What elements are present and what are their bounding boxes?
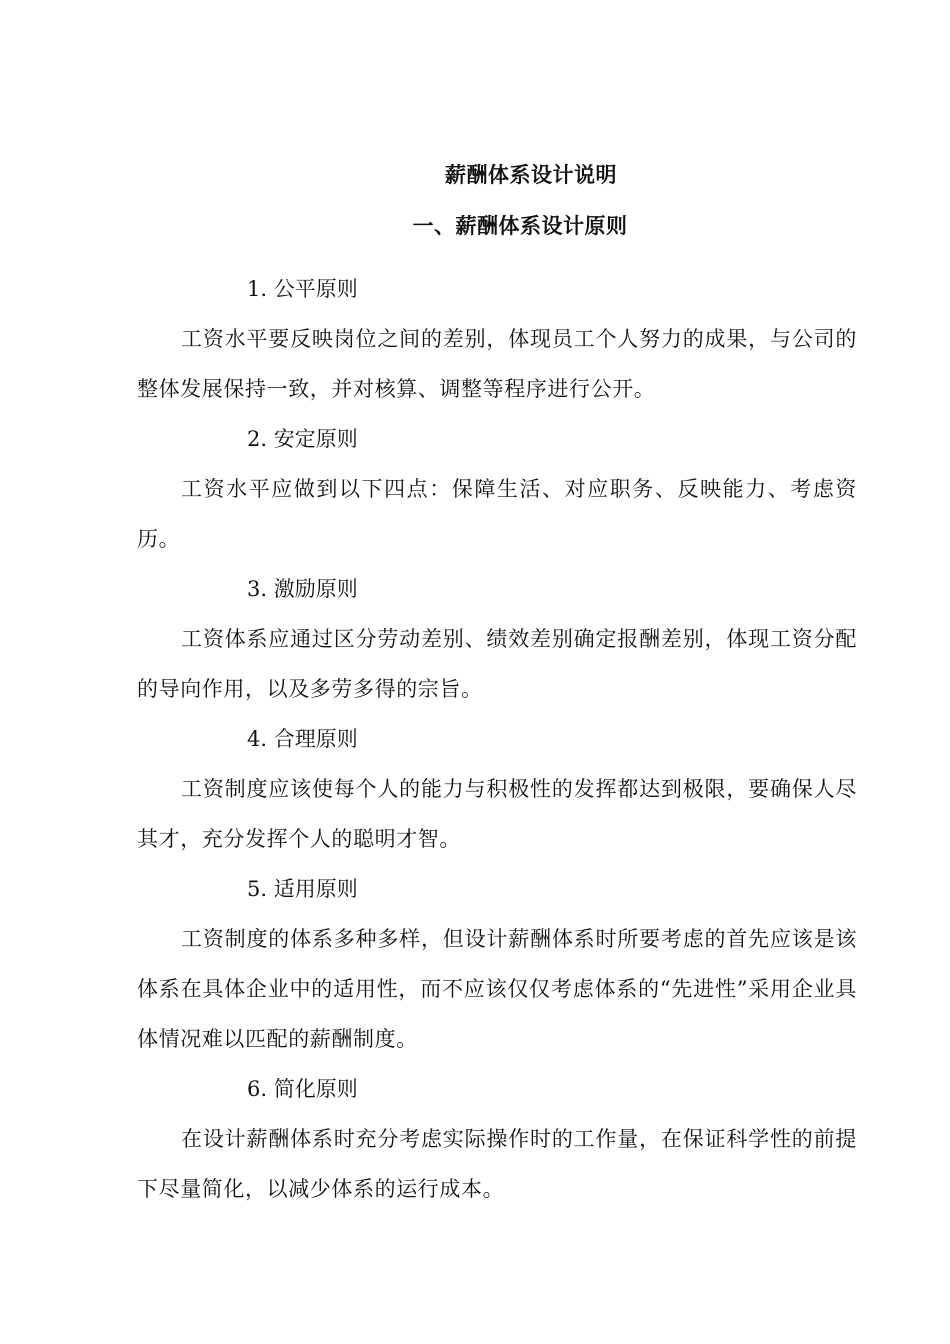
principle-heading: 4. 合理原则 [247,727,358,751]
section-title: 一、薪酬体系设计原则 [412,213,628,238]
principle-heading: 5. 适用原则 [247,877,358,901]
principle-fairness [137,264,857,414]
principle-rationality [137,714,857,864]
principle-body: 工资制度的体系多种多样，但设计薪酬体系时所要考虑的首先应该是该体系在具体企业中的适用性，而不应该仅仅考虑体系的“先进性”采用企业具体情况难以匹配的薪酬制度。 [137,927,857,1051]
principle-body: 工资水平应做到以下四点：保障生活、对应职务、反映能力、考虑资历。 [137,477,857,551]
principle-incentive [137,564,857,714]
principle-stability [137,414,857,564]
principle-heading: 1. 公平原则 [247,277,358,301]
principle-simplification [137,1064,857,1214]
principle-body: 在设计薪酬体系时充分考虑实际操作时的工作量，在保证科学性的前提下尽量简化，以减少体系的运行成本。 [137,1127,857,1201]
principle-body: 工资体系应通过区分劳动差别、绩效差别确定报酬差别，体现工资分配的导向作用，以及多劳多得的宗旨。 [137,627,857,701]
principle-heading: 6. 简化原则 [247,1077,358,1101]
principle-body: 工资水平要反映岗位之间的差别，体现员工个人努力的成果，与公司的整体发展保持一致，并对核算、调整等程序进行公开。 [137,327,857,401]
principles-list [137,264,857,1214]
document-title: 薪酬体系设计说明 [445,162,617,187]
principle-heading: 2. 安定原则 [247,427,358,451]
principle-body: 工资制度应该使每个人的能力与积极性的发挥都达到极限，要确保人尽其才，充分发挥个人的聪明才智。 [137,777,857,851]
principle-heading: 3. 激励原则 [247,577,358,601]
principle-applicability [137,864,857,1064]
